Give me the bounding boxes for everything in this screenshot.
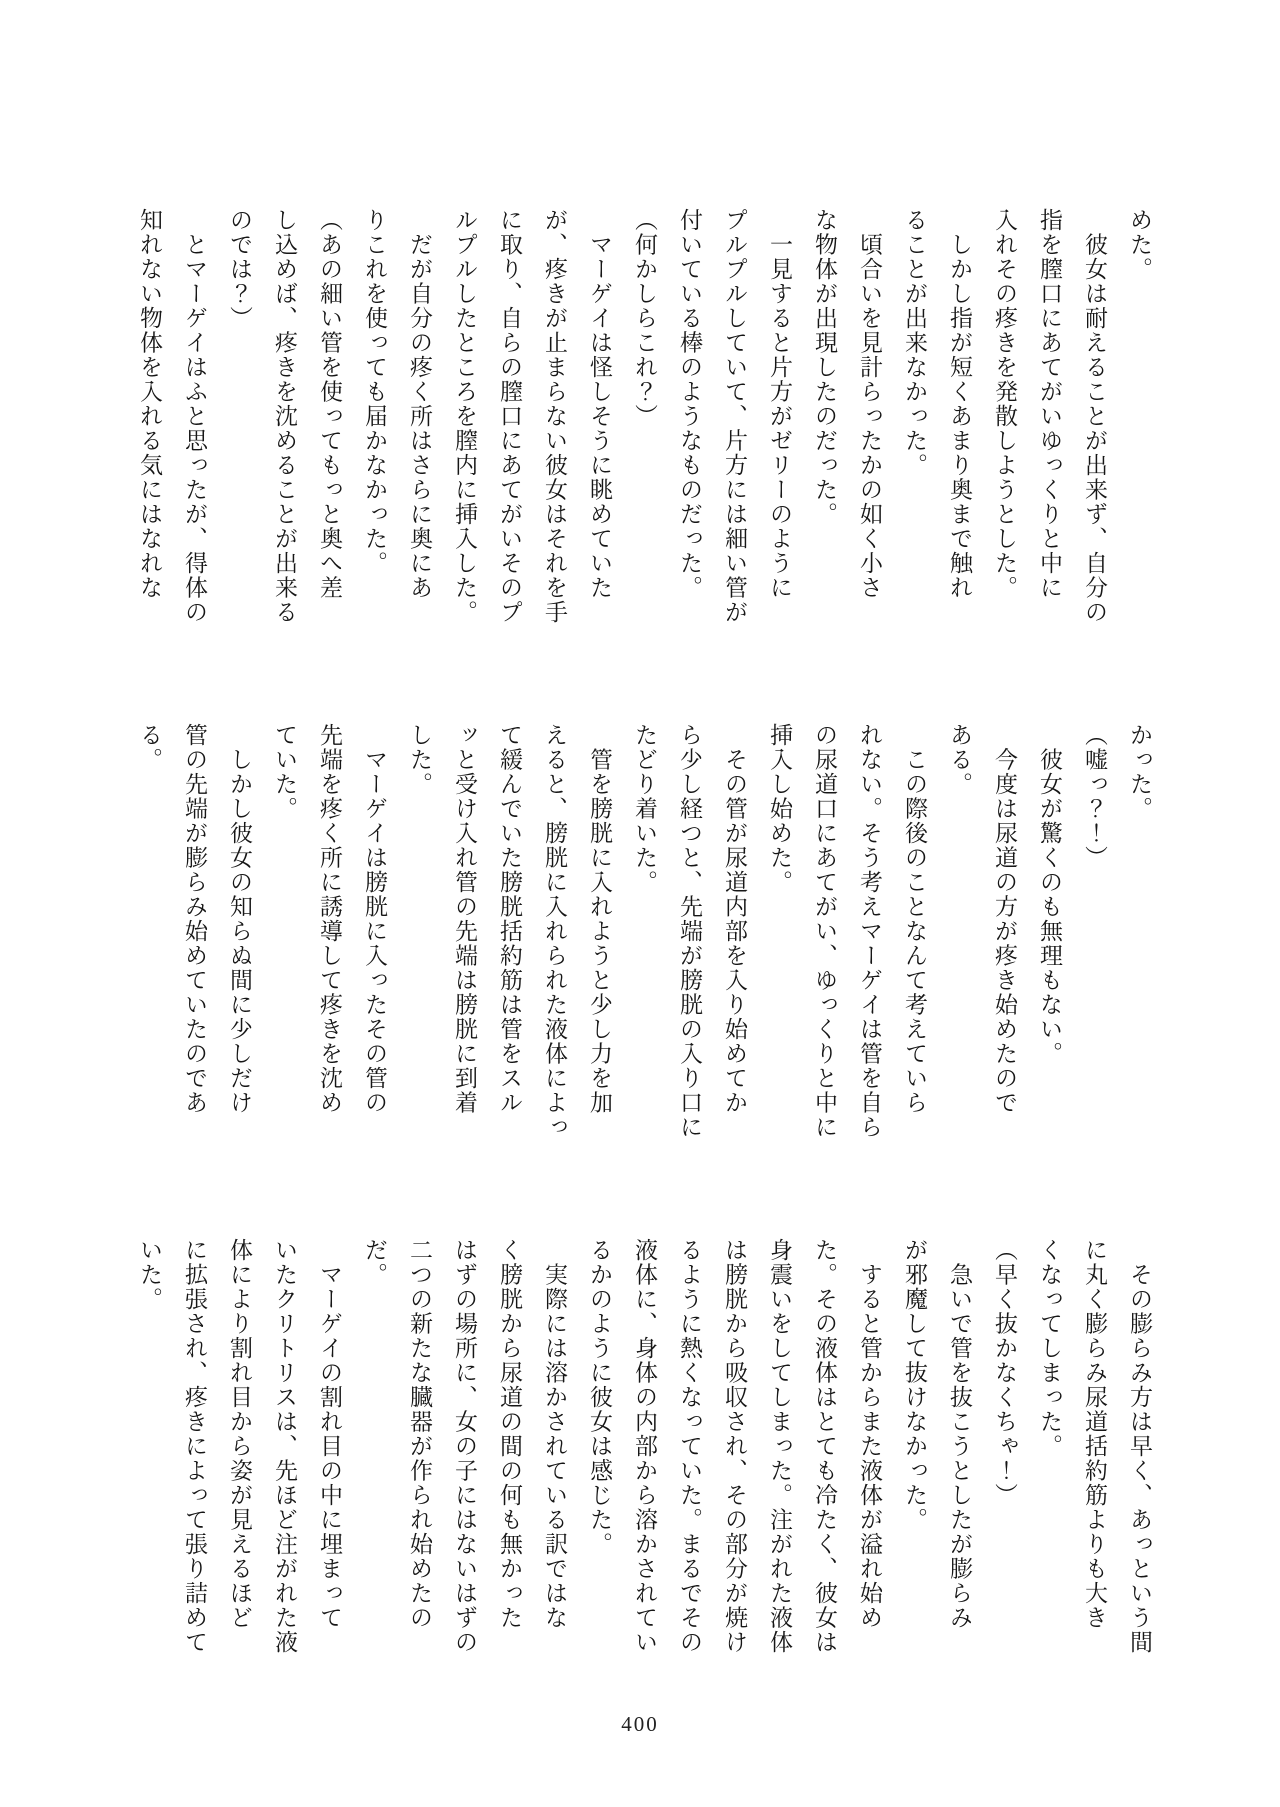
text-column: たどり着いた。 bbox=[632, 723, 657, 895]
text-column: いたクリトリスは、先ほど注がれた液 bbox=[272, 1238, 297, 1655]
text-column: えると、膀胱に入れられた液体によっ bbox=[542, 723, 567, 1140]
text-column: マーゲイは膀胱に入ったその管の bbox=[362, 723, 387, 1115]
text-column: この際後のことなんて考えていら bbox=[902, 723, 927, 1115]
text-column: すると管からまた液体が溢れ始め bbox=[857, 1238, 882, 1630]
text-column: その膨らみ方は早く、あっという間 bbox=[1127, 1238, 1152, 1655]
text-column: ある。 bbox=[947, 723, 972, 797]
text-column: その管が尿道内部を入り始めてか bbox=[722, 723, 747, 1115]
text-column: 指を膣口にあてがいゆっくりと中に bbox=[1037, 208, 1062, 600]
text-column: マーゲイは怪しそうに眺めていた bbox=[587, 208, 612, 600]
text-column: は膀胱から吸収され、その部分が焼け bbox=[722, 1238, 747, 1655]
text-column: るように熱くなっていた。まるでその bbox=[677, 1238, 702, 1655]
text-column: めた。 bbox=[1127, 208, 1152, 282]
text-column: 実際には溶かされている訳ではな bbox=[542, 1238, 567, 1630]
text-column: 先端を疼く所に誘導して疼きを沈め bbox=[317, 723, 342, 1115]
text-column: 頃合いを見計らったかの如く小さ bbox=[857, 208, 882, 600]
text-column: に丸く膨らみ尿道括約筋よりも大き bbox=[1082, 1238, 1107, 1630]
text-column: 彼女が驚くのも無理もない。 bbox=[1037, 723, 1062, 1066]
text-column: のでは？） bbox=[227, 208, 252, 331]
text-column: 身震いをしてしまった。注がれた液体 bbox=[767, 1238, 792, 1655]
text-column: るかのように彼女は感じた。 bbox=[587, 1238, 612, 1557]
text-column: て緩んでいた膀胱括約筋は管をスル bbox=[497, 723, 522, 1115]
text-column: 彼女は耐えることが出来ず、自分の bbox=[1082, 208, 1107, 625]
text-block-bottom bbox=[120, 1238, 1162, 1670]
text-column: 管の先端が膨らみ始めていたのであ bbox=[182, 723, 207, 1115]
text-column: （あの細い管を使ってもっと奥へ差 bbox=[317, 208, 342, 600]
text-column: ることが出来なかった。 bbox=[902, 208, 927, 478]
text-column: ていた。 bbox=[272, 723, 297, 821]
text-column: マーゲイの割れ目の中に埋まって bbox=[317, 1238, 342, 1630]
text-column: （何かしらこれ？） bbox=[632, 208, 657, 429]
text-column: 管を膀胱に入れようと少し力を加 bbox=[587, 723, 612, 1115]
text-column: れない。そう考えマーゲイは管を自ら bbox=[857, 723, 882, 1140]
text-block-top bbox=[120, 208, 1162, 640]
text-column: （早く抜かなくちゃ！） bbox=[992, 1238, 1017, 1508]
text-column: 液体に、身体の内部から溶かされてい bbox=[632, 1238, 657, 1655]
text-block-middle bbox=[120, 723, 1162, 1155]
page-number: 400 bbox=[621, 1712, 659, 1736]
text-column: した。 bbox=[407, 723, 432, 797]
text-column: はずの場所に、女の子にはないはずの bbox=[452, 1238, 477, 1655]
text-column: 一見すると片方がゼリーのように bbox=[767, 208, 792, 600]
text-column: だが自分の疼く所はさらに奥にあ bbox=[407, 208, 432, 600]
text-column: 入れその疼きを発散しようとした。 bbox=[992, 208, 1017, 600]
text-column: 体により割れ目から姿が見えるほど bbox=[227, 1238, 252, 1630]
text-column: が邪魔して抜けなかった。 bbox=[902, 1238, 927, 1532]
text-column: （嘘っ？！） bbox=[1082, 723, 1107, 870]
text-column: 挿入し始めた。 bbox=[767, 723, 792, 895]
text-column: 今度は尿道の方が疼き始めたので bbox=[992, 723, 1017, 1115]
text-column: の尿道口にあてがい、ゆっくりと中に bbox=[812, 723, 837, 1140]
text-column: とマーゲイはふと思ったが、得体の bbox=[182, 208, 207, 625]
text-column: いた。 bbox=[137, 1238, 162, 1312]
text-column: く膀胱から尿道の間の何も無かった bbox=[497, 1238, 522, 1630]
text-column: た。その液体はとても冷たく、彼女は bbox=[812, 1238, 837, 1655]
text-column: ルプルしたところを膣内に挿入した。 bbox=[452, 208, 477, 625]
text-column: な物体が出現したのだった。 bbox=[812, 208, 837, 527]
text-column: る。 bbox=[137, 723, 162, 772]
text-column: だ。 bbox=[362, 1238, 387, 1287]
text-column: かった。 bbox=[1127, 723, 1152, 821]
text-column: が、疼きが止まらない彼女はそれを手 bbox=[542, 208, 567, 625]
text-column: くなってしまった。 bbox=[1037, 1238, 1062, 1459]
text-column: 付いている棒のようなものだった。 bbox=[677, 208, 702, 600]
text-column: ら少し経つと、先端が膀胱の入り口に bbox=[677, 723, 702, 1140]
text-column: に拡張され、疼きによって張り詰めて bbox=[182, 1238, 207, 1655]
text-column: 知れない物体を入れる気にはなれな bbox=[137, 208, 162, 600]
text-column: りこれを使っても届かなかった。 bbox=[362, 208, 387, 576]
text-column: しかし指が短くあまり奥まで触れ bbox=[947, 208, 972, 600]
text-column: に取り、自らの膣口にあてがいそのプ bbox=[497, 208, 522, 625]
text-column: しかし彼女の知らぬ間に少しだけ bbox=[227, 723, 252, 1115]
text-column: プルプルしていて、片方には細い管が bbox=[722, 208, 747, 625]
text-column: ッと受け入れ管の先端は膀胱に到着 bbox=[452, 723, 477, 1115]
text-column: し込めば、疼きを沈めることが出来る bbox=[272, 208, 297, 625]
text-column: 二つの新たな臓器が作られ始めたの bbox=[407, 1238, 432, 1630]
text-column: 急いで管を抜こうとしたが膨らみ bbox=[947, 1238, 972, 1630]
